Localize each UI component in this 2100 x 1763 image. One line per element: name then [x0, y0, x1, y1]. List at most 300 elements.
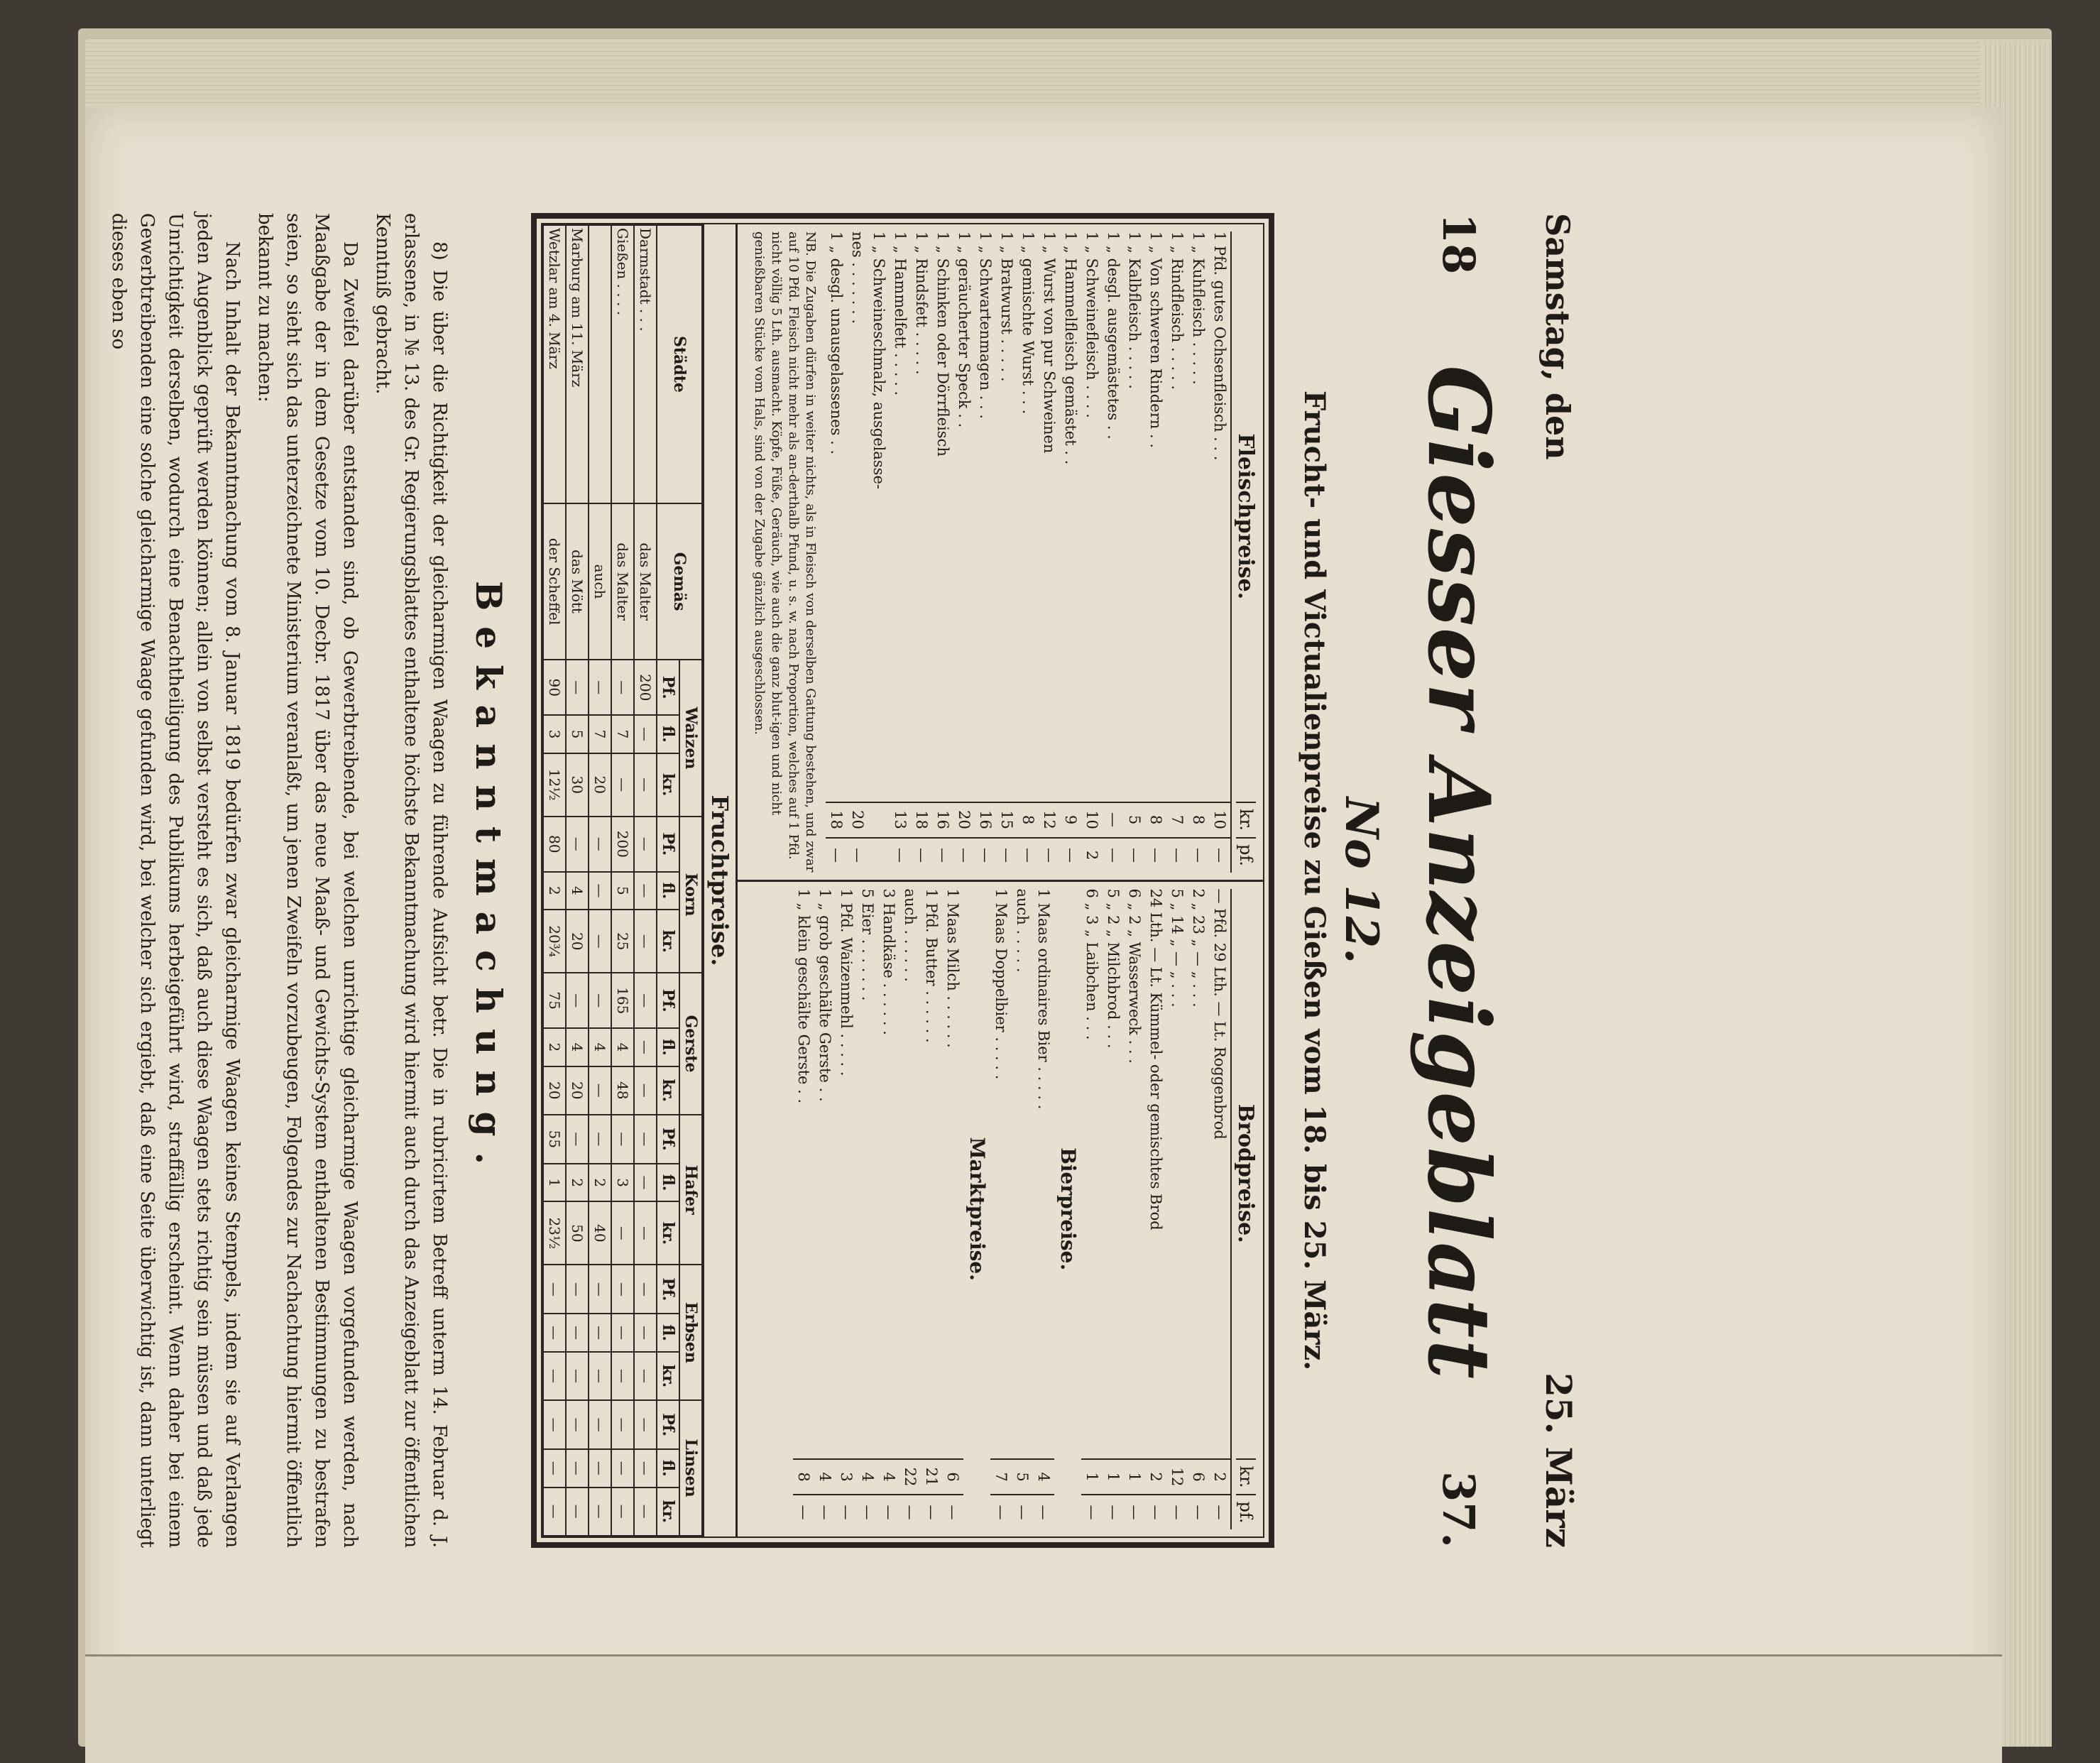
- price-cell: —: [566, 1115, 589, 1164]
- item-label: 1 „ Kalbfleisch . . . . .: [1126, 231, 1143, 389]
- measure-header: Gemäs: [657, 503, 702, 660]
- facing-page-edge: [85, 1654, 2002, 1763]
- item-label: auch . . . . . .: [902, 888, 919, 982]
- city-cell: Wetzlar am 4. März: [543, 225, 566, 503]
- item-label: 1 Maas Doppelbier . . . . .: [992, 888, 1010, 1080]
- unit-header: Pf.: [657, 817, 679, 872]
- price-row: [1060, 231, 1081, 873]
- price-cell: 75: [543, 973, 566, 1028]
- kr-value: 13: [890, 802, 911, 837]
- grain-table: [542, 224, 703, 1537]
- price-row: [1033, 889, 1054, 1530]
- rotated-page-content: [108, 213, 1580, 1548]
- day-text: Samstag, den: [1538, 213, 1577, 460]
- price-cell: 25: [611, 910, 634, 973]
- price-cell: —: [634, 1265, 657, 1314]
- kr-value: 2: [1209, 1458, 1230, 1494]
- price-cell: 3: [543, 715, 566, 753]
- price-cell: —: [634, 1164, 657, 1201]
- price-cell: —: [543, 1314, 566, 1351]
- price-cell: —: [543, 1488, 566, 1536]
- item-label: nes . . . . . . .: [849, 231, 866, 324]
- price-row: [996, 231, 1017, 873]
- pf-value: —: [1103, 837, 1124, 873]
- masthead: [1388, 213, 1530, 1548]
- item-label: 5 Eier . . . . . . .: [859, 888, 876, 1001]
- item-label: 1 „ Rindfleisch . . . . .: [1169, 231, 1186, 391]
- unit-header: kr.: [657, 1066, 679, 1115]
- city-cell: Gießen . . . .: [611, 225, 634, 503]
- price-cell: —: [589, 1352, 611, 1400]
- price-row: [826, 231, 847, 873]
- page-number: 37.: [1433, 1471, 1485, 1548]
- kr-value: 4: [814, 1458, 836, 1494]
- measure-cell: das Mött: [566, 503, 589, 660]
- price-cell: —: [634, 910, 657, 973]
- price-cell: —: [634, 1352, 657, 1400]
- unit-header: fl.: [657, 1164, 679, 1201]
- item-label: 1 „ Bratwurst . . . . .: [998, 231, 1015, 382]
- unit-header: Pf.: [657, 973, 679, 1028]
- pf-value: —: [1209, 837, 1230, 873]
- price-row: [1188, 231, 1209, 873]
- meat-rows: [826, 231, 1230, 873]
- market-rows: [793, 889, 963, 1530]
- measure-cell: auch: [589, 503, 611, 660]
- kr-value: 18: [826, 802, 847, 837]
- price-row: [1145, 889, 1166, 1530]
- price-cell: 4: [566, 872, 589, 910]
- price-cell: —: [634, 1201, 657, 1265]
- price-table-frame: [531, 213, 1274, 1548]
- grain-name-header: Waizen: [679, 660, 702, 816]
- price-cell: —: [611, 660, 634, 715]
- kr-value: 18: [911, 802, 932, 837]
- kr-value: 10: [1081, 802, 1103, 837]
- kr-value: 2: [1145, 1458, 1166, 1494]
- pf-value: —: [975, 837, 996, 873]
- pf-value: —: [1033, 1494, 1054, 1529]
- item-label: 2 „ 23 „ — „ . . .: [1190, 888, 1207, 1008]
- price-cell: 2: [566, 1164, 589, 1201]
- price-cell: —: [634, 1066, 657, 1115]
- notice-title: Bekanntmachung.: [468, 580, 510, 1181]
- price-cell: —: [566, 1449, 589, 1487]
- pf-value: [868, 837, 890, 873]
- item-label: 1 „ grob geschälte Gerste . .: [816, 888, 833, 1102]
- price-cell: —: [566, 1314, 589, 1351]
- kr-value: 10: [1209, 802, 1230, 837]
- price-cell: 165: [611, 973, 634, 1028]
- kr-value: 4: [1033, 1458, 1054, 1494]
- pf-value: —: [990, 1494, 1012, 1529]
- price-cell: —: [634, 872, 657, 910]
- price-cell: —: [543, 1400, 566, 1449]
- bread-header: [1230, 889, 1260, 1530]
- pf-unit: pf.: [1236, 837, 1256, 873]
- price-cell: —: [611, 1115, 634, 1164]
- bread-rows: [1081, 889, 1230, 1530]
- price-cell: 4: [566, 1028, 589, 1066]
- grain-name-header: Linsen: [679, 1400, 702, 1536]
- kr-value: 22: [899, 1458, 921, 1494]
- pf-value: —: [942, 1494, 963, 1529]
- price-row: [1081, 889, 1103, 1530]
- kr-value: 1: [1081, 1458, 1103, 1494]
- item-label: 24 Lth. — Lt. Kümmel- oder gemischtes Brod: [1147, 888, 1164, 1230]
- price-row: [868, 231, 890, 873]
- meat-column: [738, 224, 1263, 880]
- price-cell: —: [634, 715, 657, 753]
- price-row: [1039, 231, 1060, 873]
- unit-header: Pf.: [657, 1265, 679, 1314]
- city-cell: Darmstadt . . .: [634, 225, 657, 503]
- item-label: 1 „ Schwartenmagen . . .: [977, 231, 994, 420]
- grain-body: [543, 225, 657, 1536]
- grain-row: [543, 225, 566, 1536]
- item-label: 1 Pfd. Waizenmehl . . . . .: [838, 888, 855, 1076]
- item-label: 1 „ geräucherter Speck . .: [956, 231, 973, 428]
- price-cell: 20: [566, 1066, 589, 1115]
- item-label: 1 Maas Milch . . . . . .: [944, 888, 961, 1048]
- price-cell: —: [566, 1400, 589, 1449]
- year-text: 18: [1433, 213, 1485, 275]
- price-cell: —: [589, 1265, 611, 1314]
- grain-row: [611, 225, 634, 1536]
- pf-value: —: [890, 837, 911, 873]
- unit-header: Pf.: [657, 1400, 679, 1449]
- price-cell: —: [589, 1115, 611, 1164]
- issue-number: No 12.: [1335, 797, 1388, 964]
- city-cell: Marburg am 11. März: [566, 225, 589, 503]
- kr-value: [868, 802, 890, 837]
- pf-value: —: [857, 1494, 878, 1529]
- grain-header-row: [679, 225, 702, 1536]
- price-row: [1209, 889, 1230, 1530]
- unit-header: fl.: [657, 872, 679, 910]
- price-cell: —: [589, 973, 611, 1028]
- price-cell: —: [634, 1314, 657, 1351]
- notice-paragraph: Da Zweifel darüber entstanden sind, ob Gewerbtreibende, bei welchen unrichtige gleicharmige Waagen vorgefunden werden, nach Maaßgabe der in dem Gesetze vom 10. Decbr. 1817 über das neue Maaß- und Gewichts-System enthaltenen Bestimmungen zu bestrafen seien, so sieht sich das unterzeichnete Ministerium veranlaßt, um jenen Zweifeln vorzubeugen, Folgendes zur Nachachtung hiermit öffentlich bekannt zu machen:: [254, 213, 361, 1548]
- price-cell: —: [611, 1265, 634, 1314]
- item-label: 1 „ Schweinefleisch . . . .: [1083, 231, 1100, 418]
- meat-note: NB. Die Zugaben dürfen in weiter nichts, als in Fleisch von derselben Gattung bestehen, und zwar auf 10 Pfd. Fleisch nicht mehr als an-derthalb Pfund, u. s. w. nach Proportion, welches auf 1 Pfd. nicht völlig 5 Lth. ausmacht. Köpfe, Füße, Geräuch, wie auch die ganz blut-igen und nicht genießbaren Stücke vom Hals, sind von der Zugabe gänzlich ausgeschlossen.: [752, 231, 818, 873]
- kr-value: 5: [1012, 1458, 1033, 1494]
- grain-row: [589, 225, 611, 1536]
- price-row: [1012, 889, 1033, 1530]
- price-cell: —: [566, 1265, 589, 1314]
- price-cell: 7: [589, 715, 611, 753]
- price-cell: 2: [543, 872, 566, 910]
- date-text: 25. März: [1538, 1372, 1580, 1548]
- price-cell: 5: [611, 872, 634, 910]
- price-row: [836, 889, 857, 1530]
- kr-unit: kr.: [1236, 1458, 1256, 1494]
- item-label: 1 „ Rindsfett . . . . .: [913, 231, 930, 375]
- price-cell: 7: [611, 715, 634, 753]
- price-cell: 3: [611, 1164, 634, 1201]
- price-cell: —: [634, 817, 657, 872]
- kr-value: 5: [1124, 802, 1145, 837]
- price-row: [975, 231, 996, 873]
- kr-value: 7: [990, 1458, 1012, 1494]
- kr-value: 8: [793, 1458, 814, 1494]
- dateline: [1530, 213, 1580, 1548]
- price-row: [899, 889, 921, 1530]
- price-cell: —: [589, 660, 611, 715]
- notice-paragraph: 8) Die über die Richtigkeit der gleicharmigen Waagen zu führende Aufsicht betr. Die in rubricirtem Betreff unterm 14. Februar d. J. erlassene, in № 13. des Gr. Regierungsblattes enthaltene höchste Bekanntmachung wird hiermit auch durch das Anzeigeblatt zur öffentlichen Kenntniß gebracht.: [372, 213, 450, 1548]
- price-cell: 48: [611, 1066, 634, 1115]
- newspaper-title: Giesser Anzeigeblatt: [1409, 365, 1509, 1381]
- item-label: — Pfd. 29 Lth. — Lt. Roggenbrod: [1211, 888, 1228, 1140]
- pf-value: —: [814, 1494, 836, 1529]
- prices-columns: [735, 224, 1263, 1537]
- kr-value: 16: [932, 802, 953, 837]
- grain-name-header: Hafer: [679, 1115, 702, 1265]
- price-cell: —: [589, 1066, 611, 1115]
- price-cell: 2: [589, 1164, 611, 1201]
- subtitle: Frucht- und Victualienpreise zu Gießen vom 18. bis 25. März.: [1298, 390, 1331, 1371]
- price-cell: 80: [543, 817, 566, 872]
- price-cell: —: [611, 1488, 634, 1536]
- price-cell: 30: [566, 753, 589, 817]
- pf-value: —: [1166, 1494, 1188, 1529]
- item-label: 1 „ Hammelfleisch gemästet . .: [1062, 231, 1079, 465]
- pf-value: —: [899, 1494, 921, 1529]
- pf-value: —: [1081, 1494, 1103, 1529]
- item-label: 1 „ Kuhfleisch . . . . .: [1190, 231, 1207, 385]
- item-label: 1 „ Schweineschmalz, ausgelasse-: [870, 231, 887, 489]
- market-heading: Marktpreise.: [966, 1137, 989, 1281]
- price-table: [541, 223, 1264, 1538]
- item-label: 1 „ Wurst von pur Schweinen: [1041, 231, 1058, 454]
- price-row: [990, 889, 1012, 1530]
- price-cell: —: [611, 753, 634, 817]
- grain-name-header: Korn: [679, 817, 702, 973]
- kr-value: 20: [847, 802, 868, 837]
- price-cell: —: [611, 1314, 634, 1351]
- price-cell: —: [566, 973, 589, 1028]
- kr-value: 1: [1103, 1458, 1124, 1494]
- pf-value: —: [836, 1494, 857, 1529]
- price-cell: —: [589, 910, 611, 973]
- kr-value: 1: [1124, 1458, 1145, 1494]
- price-row: [911, 231, 932, 873]
- cities-header: Städte: [657, 225, 702, 503]
- pf-value: —: [1145, 1494, 1166, 1529]
- bread-column: [738, 880, 1263, 1537]
- item-label: 1 „ desgl. unausgelassenes . .: [828, 231, 845, 455]
- price-cell: —: [634, 1115, 657, 1164]
- price-cell: —: [589, 872, 611, 910]
- item-label: 1 Pfd. gutes Ochsenfleisch . . .: [1211, 231, 1228, 461]
- price-cell: —: [634, 1400, 657, 1449]
- price-cell: —: [634, 1028, 657, 1066]
- kr-value: 12: [1166, 1458, 1188, 1494]
- unit-header: Pf.: [657, 660, 679, 715]
- kr-value: 4: [857, 1458, 878, 1494]
- item-label: 6 „ 3 „ Laibchen . . .: [1083, 888, 1100, 1040]
- price-cell: —: [634, 1449, 657, 1487]
- item-label: 1 „ gemischte Wurst . . .: [1019, 231, 1037, 415]
- kr-value: 9: [1060, 802, 1081, 837]
- price-cell: —: [634, 1488, 657, 1536]
- price-cell: 2: [543, 1028, 566, 1066]
- price-cell: —: [543, 1449, 566, 1487]
- price-cell: —: [566, 1488, 589, 1536]
- notice-body: [104, 213, 454, 1548]
- item-label: 5 „ 2 „ Milchbrod . . .: [1105, 888, 1122, 1049]
- pf-value: —: [921, 1494, 942, 1529]
- pf-value: —: [1124, 1494, 1145, 1529]
- price-cell: —: [589, 1314, 611, 1351]
- pf-value: —: [932, 837, 953, 873]
- price-row: [847, 231, 868, 873]
- price-row: [1166, 231, 1188, 873]
- item-label: auch . . . . .: [1014, 888, 1031, 973]
- pf-value: —: [953, 837, 975, 873]
- kr-value: 3: [836, 1458, 857, 1494]
- pf-value: —: [826, 837, 847, 873]
- price-cell: 20: [543, 1066, 566, 1115]
- bread-heading: Brodpreise.: [1233, 1103, 1259, 1243]
- pf-value: —: [878, 1494, 899, 1529]
- price-cell: —: [611, 1400, 634, 1449]
- price-cell: 5: [566, 715, 589, 753]
- price-cell: —: [634, 973, 657, 1028]
- kr-value: 20: [953, 802, 975, 837]
- meat-heading: Fleischpreise.: [1233, 433, 1259, 600]
- grain-row: [566, 225, 589, 1536]
- price-row: [1124, 889, 1145, 1530]
- item-label: 1 „ desgl. ausgemästetes . .: [1105, 231, 1122, 440]
- pf-value: —: [1209, 1494, 1230, 1529]
- price-cell: 90: [543, 660, 566, 715]
- price-row: [1017, 231, 1039, 873]
- unit-header: fl.: [657, 1314, 679, 1351]
- price-cell: —: [611, 1352, 634, 1400]
- kr-value: 4: [878, 1458, 899, 1494]
- price-cell: 4: [589, 1028, 611, 1066]
- price-cell: 50: [566, 1201, 589, 1265]
- kr-value: 7: [1166, 802, 1188, 837]
- price-cell: —: [566, 817, 589, 872]
- kr-value: 12: [1039, 802, 1060, 837]
- pf-unit: pf.: [1236, 1494, 1256, 1529]
- unit-header: kr.: [657, 1352, 679, 1400]
- pf-value: —: [996, 837, 1017, 873]
- unit-header: fl.: [657, 715, 679, 753]
- item-label: 1 „ Schinken oder Dörrfleisch: [934, 231, 951, 457]
- price-cell: 200: [634, 660, 657, 715]
- unit-header: kr.: [657, 753, 679, 817]
- measure-cell: das Malter: [634, 503, 657, 660]
- beer-rows: [990, 889, 1054, 1530]
- unit-header: Pf.: [657, 1115, 679, 1164]
- price-cell: —: [634, 753, 657, 817]
- price-cell: 200: [611, 817, 634, 872]
- price-row: [1188, 889, 1209, 1530]
- price-cell: 4: [611, 1028, 634, 1066]
- price-cell: —: [566, 660, 589, 715]
- pf-value: —: [793, 1494, 814, 1529]
- item-label: 1 „ klein geschälte Gerste . .: [795, 888, 812, 1104]
- price-cell: 20: [566, 910, 589, 973]
- kr-value: 8: [1145, 802, 1166, 837]
- price-cell: 20: [589, 753, 611, 817]
- price-cell: 20¾: [543, 910, 566, 973]
- kr-value: 15: [996, 802, 1017, 837]
- price-row: [857, 889, 878, 1530]
- pf-value: —: [1166, 837, 1188, 873]
- item-label: 1 Maas ordinaires Bier . . . . .: [1035, 888, 1052, 1110]
- price-row: [921, 889, 942, 1530]
- price-cell: —: [611, 1449, 634, 1487]
- pf-value: —: [1017, 837, 1039, 873]
- price-row: [814, 889, 836, 1530]
- item-label: 1 „ Von schweren Rindern . .: [1147, 231, 1164, 448]
- price-row: [932, 231, 953, 873]
- price-cell: 40: [589, 1201, 611, 1265]
- kr-unit: kr.: [1236, 802, 1256, 837]
- kr-value: 16: [975, 802, 996, 837]
- item-label: 5 „ 14 „ — „ . . .: [1169, 888, 1186, 1008]
- price-cell: —: [611, 1201, 634, 1265]
- item-label: 6 „ 2 „ Wasserweck . . .: [1126, 888, 1143, 1064]
- pf-value: —: [1188, 837, 1209, 873]
- pf-value: —: [1039, 837, 1060, 873]
- price-cell: 55: [543, 1115, 566, 1164]
- meat-header: [1230, 231, 1260, 873]
- unit-header: kr.: [657, 1488, 679, 1536]
- unit-header: kr.: [657, 1201, 679, 1265]
- unit-header: kr.: [657, 910, 679, 973]
- grain-name-header: Erbsen: [679, 1265, 702, 1400]
- price-row: [890, 231, 911, 873]
- kr-value: 6: [1188, 1458, 1209, 1494]
- pf-value: —: [1060, 837, 1081, 873]
- pf-value: —: [1103, 1494, 1124, 1529]
- city-cell: [589, 225, 611, 503]
- pf-value: —: [911, 837, 932, 873]
- price-cell: —: [589, 817, 611, 872]
- kr-value: 21: [921, 1458, 942, 1494]
- price-row: [953, 231, 975, 873]
- kr-value: 8: [1017, 802, 1039, 837]
- measure-cell: das Malter: [611, 503, 634, 660]
- measure-cell: der Scheffel: [543, 503, 566, 660]
- kr-value: 8: [1188, 802, 1209, 837]
- price-cell: —: [589, 1449, 611, 1487]
- price-row: [793, 889, 814, 1530]
- price-cell: —: [543, 1265, 566, 1314]
- price-row: [1166, 889, 1188, 1530]
- price-cell: —: [589, 1488, 611, 1536]
- grain-row: [634, 225, 657, 1536]
- price-cell: —: [589, 1400, 611, 1449]
- price-row: [1103, 889, 1124, 1530]
- price-cell: 12½: [543, 753, 566, 817]
- pf-value: 2: [1081, 837, 1103, 873]
- item-label: 1 „ Hammelfett . . . . .: [892, 231, 909, 396]
- price-row: [1124, 231, 1145, 873]
- pf-value: —: [1145, 837, 1166, 873]
- pf-value: —: [1124, 837, 1145, 873]
- item-label: 3 Handkäse . . . . . .: [880, 888, 897, 1035]
- kr-value: 6: [942, 1458, 963, 1494]
- price-row: [1103, 231, 1124, 873]
- price-cell: 23½: [543, 1201, 566, 1265]
